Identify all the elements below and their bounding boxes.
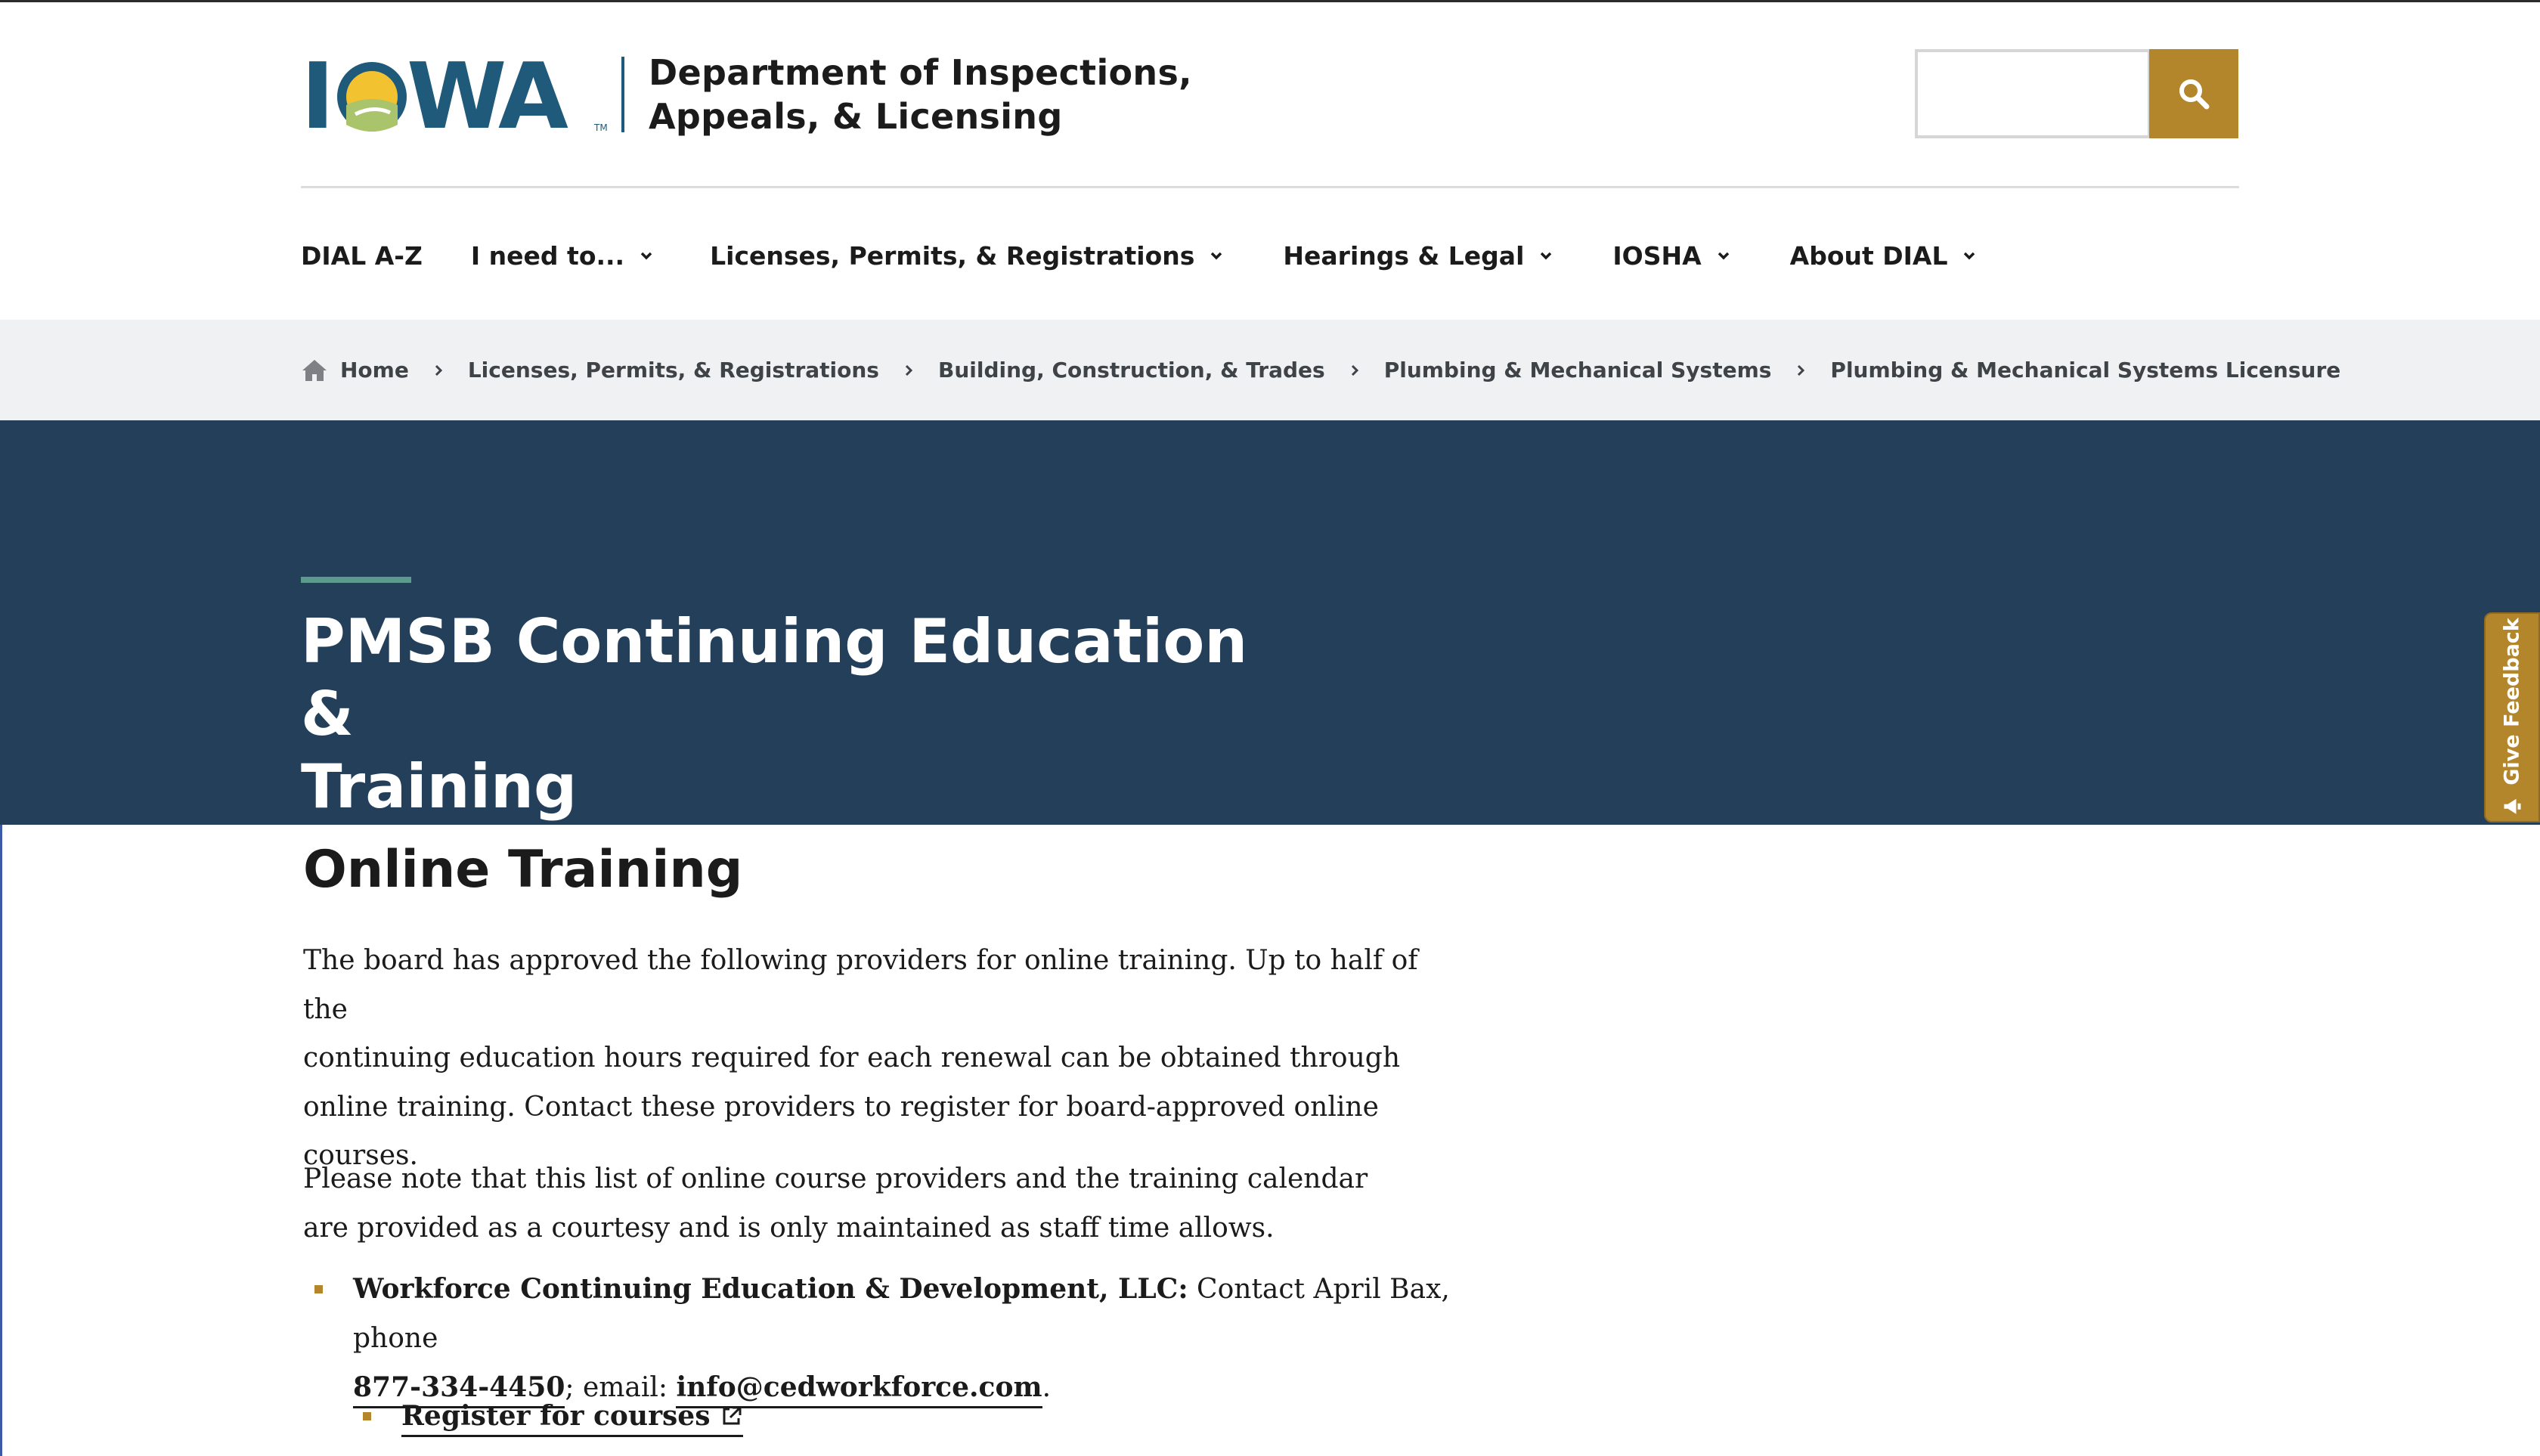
megaphone-icon [2501,796,2523,817]
page-title-line1: PMSB Continuing Education & [301,606,1248,749]
chevron-down-icon [1715,247,1732,264]
nav-item-label: About DIAL [1789,240,1948,271]
list-item-register [352,1392,956,1441]
breadcrumb-item-licenses[interactable]: Licenses, Permits, & Registrations [467,358,879,383]
chevron-right-icon [432,362,444,379]
chevron-down-icon [1208,247,1225,264]
main-content [0,825,2540,1456]
feedback-label: Give Feedback [2500,618,2524,785]
nav-item-about-dial[interactable] [1790,241,1978,271]
iowa-logo[interactable] [301,55,611,138]
chevron-right-icon [1795,362,1807,379]
intro-line3: online training. Contact these providers to register for board-approved online [303,1091,1379,1123]
nav-item-label: DIAL A-Z [301,240,423,271]
intro-line2: continuing education hours required for each renewal can be obtained through [303,1042,1401,1073]
search-icon [2177,77,2210,110]
svg-text:WA: WA [407,55,564,138]
breadcrumb-bar [0,320,2540,420]
register-courses-link[interactable] [401,1400,743,1437]
note-paragraph [303,1155,1437,1253]
nav-item-dial-a-z[interactable] [301,241,423,271]
bullet-marker [314,1285,323,1293]
search-field [1915,49,2151,138]
chevron-right-icon [903,362,915,379]
intro-line1: The board has approved the following providers for online training. Up to half of the [303,945,1418,1025]
provider-phone-link[interactable]: 877-334-4450 [353,1371,565,1408]
breadcrumb-item-licensure[interactable]: Plumbing & Mechanical Systems Licensure [1830,358,2341,383]
nav-item-label: Hearings & Legal [1283,240,1525,271]
department-name-line1: Department of Inspections, [649,52,1192,93]
section-title: Online Training [303,840,743,900]
nav-item-licenses[interactable] [710,241,1225,271]
header-divider [301,186,2239,188]
register-item [401,1392,956,1441]
intro-paragraph [303,937,1437,1181]
page-title-line2: Training [301,751,578,822]
breadcrumb-item-building[interactable]: Building, Construction, & Trades [937,358,1325,383]
logo-divider [621,57,624,132]
chevron-right-icon [1349,362,1361,379]
chevron-down-icon [1961,247,1978,264]
intro-line4: courses. [303,1140,418,1171]
nav-item-iosha[interactable] [1612,241,1731,271]
nav-item-label: I need to... [470,240,625,271]
give-feedback-button[interactable] [2484,612,2540,822]
breadcrumb-item-plumbing[interactable]: Plumbing & Mechanical Systems [1383,358,1772,383]
department-name-line2: Appeals, & Licensing [649,96,1063,137]
nav-item-hearings-legal[interactable] [1283,241,1554,271]
search-input[interactable] [1918,52,2148,135]
nav-item-i-need-to[interactable] [471,241,655,271]
email-prefix: ; email: [565,1372,677,1403]
breadcrumb [301,320,2340,420]
svg-text:I: I [301,55,332,138]
bullet-marker [363,1412,371,1420]
provider-name: Workforce Continuing Education & Development, LLC: [353,1273,1188,1305]
main-nav [301,229,1978,282]
provider-contact: Contact April Bax, phone [353,1274,1450,1354]
nav-item-label: IOSHA [1612,240,1702,271]
search-button[interactable] [2149,49,2238,138]
page-hero [0,420,2540,825]
register-link-label: Register for courses [401,1400,711,1432]
list-item-provider [303,1265,1452,1412]
breadcrumb-item-home[interactable]: Home [340,358,409,383]
provider-details [353,1265,1452,1412]
hero-accent-bar [301,577,411,583]
home-icon [301,358,328,383]
chevron-down-icon [1538,247,1554,264]
page-title [301,606,1284,823]
chevron-down-icon [638,247,655,264]
note-line2: are provided as a courtesy and is only maintained as staff time allows. [303,1212,1275,1244]
svg-text:TM: TM [594,122,608,133]
nav-item-label: Licenses, Permits, & Registrations [710,240,1195,271]
external-link-icon [720,1405,743,1427]
department-name[interactable] [649,51,1223,138]
feedback-content [2501,618,2524,817]
site-header [0,2,2540,320]
note-line1: Please note that this list of online course providers and the training calendar [303,1163,1368,1194]
provider-email-link[interactable]: info@cedworkforce.com [676,1371,1042,1408]
iowa-logo-icon [301,55,611,138]
email-suffix: . [1042,1372,1052,1403]
